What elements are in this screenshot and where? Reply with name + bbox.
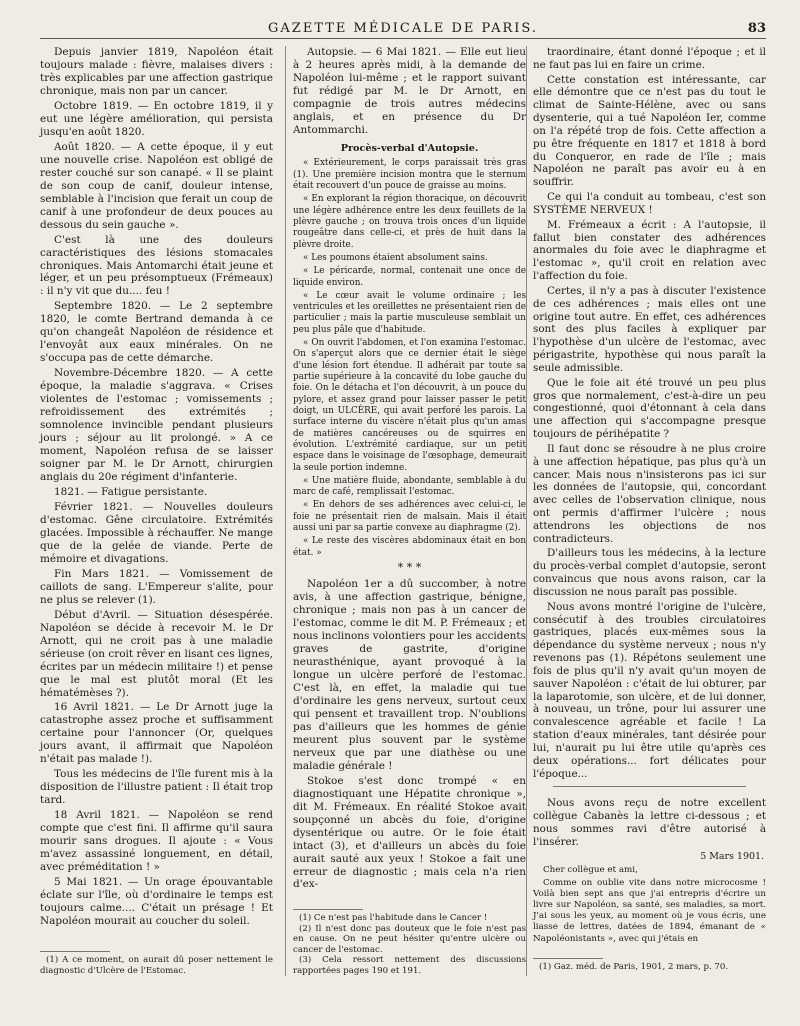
footnote-rule: [293, 909, 363, 910]
footnote: (3) Cela ressort nettement des discussions rapportées pages 190 et 191.: [293, 955, 526, 976]
footnote-rule: [533, 958, 603, 959]
letter-body: Comme on oublie vite dans notre microcosme ! Voilà bien sept ans que j'ai entrepris d'écrire un livre sur Napoléon, sa santé, ses maladies, sa mort. J'ai sous les yeux, au moment où je vous écris, une liasse de lettres, datées de 1894, émanant de « Napoléonistants », avec qui j'étais en: [533, 877, 766, 944]
report-paragraph: « Le cœur avait le volume ordinaire ; les ventricules et les oreillettes ne présentaient rien de particulier ; mais la partie musculeuse semblait un peu plus pâle que d'habitude.: [293, 290, 526, 335]
paragraph: Cette constation est intéressante, car elle démontre que ce n'est pas du tout le climat de Sainte-Hélène, avec ou sans dysenterie, qui a tué Napoléon Ier, comme on l'a répété trop de fois. Cette affection a pu être fréquente en 1817 et 1818 à bord du Conqueror, en rade de l'île ; mais Napoléon ne paraît pas avoir eu à en souffrir.: [533, 73, 766, 189]
letter-date: 5 Mars 1901.: [700, 850, 764, 862]
paragraph: Depuis janvier 1819, Napoléon était toujours malade : fièvre, malaises divers : très explicables par une affection gastrique chronique, mais non par un cancer.: [40, 46, 273, 97]
page-header: [40, 22, 766, 39]
paragraph: Ce qui l'a conduit au tombeau, c'est son SYSTÈME NERVEUX !: [533, 191, 766, 216]
footnote: (1) Ce n'est pas l'habitude dans le Cancer !: [299, 913, 488, 923]
paragraph: Il faut donc se résoudre à ne plus croire à une affection hépatique, pas plus qu'à un cancer. Mais nous n'insisterons pas ici sur les données de l'autopsie, qui, concordant avec celles de l'observation clinique, nous ont permis d'affirmer l'ulcère ; nous attendrons les objections de nos contradicteurs.: [533, 442, 766, 545]
footnotes-right: [533, 952, 766, 973]
report-paragraph: « Une matière fluide, abondante, semblable à du marc de café, remplissait l'estomac.: [293, 475, 526, 498]
report-paragraph: « En explorant la région thoracique, on découvrit une légère adhérence entre les deux feuillets de la plèvre gauche ; on trouva trois onces d'un liquide rougeâtre dans celle-ci, et près de huit dans la plèvre droite.: [293, 194, 526, 250]
paragraph: Stokoe s'est donc trompé « en diagnostiquant une Hépatite chronique », dit M. Frémeaux. En réalité Stokoe avait soupçonné un abcès du foie, d'origine dysentérique ou autre. Or le foie était intact (3), et d'ailleurs un abcès du foie aurait sauté aux yeux ! Stokoe a fait une erreur de diagnostic ; mais cela n'a rien d'ex-: [293, 774, 526, 891]
footnotes-middle: [293, 903, 526, 976]
column-right: [533, 46, 766, 972]
paragraph: Août 1820. — A cette époque, il y eut une nouvelle crise. Napoléon est obligé de rester couché sur son canapé. « Il se plaint de son coup de canif, douleur intense, semblable à l'incision que ferait un coup de canif à une profondeur de deux pouces au dessous du sein gauche ».: [40, 140, 273, 231]
paragraph: Certes, il n'y a pas à discuter l'existence de ces adhérences ; mais elles ont une origine tout autre. En effet, ces adhérences sont des plus faciles à expliquer par l'hypothèse d'un ulcère de l'estomac, avec périgastrite, hypothèse qui nous paraît la seule admissible.: [533, 284, 766, 374]
section-separator: * * *: [397, 561, 422, 574]
column-left: [40, 46, 273, 976]
paragraph: traordinaire, étant donné l'époque ; et il ne faut pas lui en faire un crime.: [533, 46, 766, 71]
paragraph: Que le foie ait été trouvé un peu plus gros que normalement, c'est-à-dire un peu congestionné, quoi d'étonnant à cela dans une affection qui s'accompagne presque toujours de périhépatite ?: [533, 376, 766, 441]
paragraph: C'est là une des douleurs caractéristiques des lésions stomacales chroniques. Mais Antomarchi était jeune et léger, et un peu présomptueux (Frémeaux) : il n'y vit que du.... feu !: [40, 233, 273, 298]
report-paragraph: « Extérieurement, le corps paraissait très gras (1). Une première incision montra que le sternum était recouvert d'un pouce de graisse au moins.: [293, 158, 526, 191]
paragraph: Nous avons montré l'origine de l'ulcère, consécutif à des troubles circulatoires gastriques, placés eux-mêmes sous la dépendance du système nerveux ; nous n'y revenons pas (1). Répétons seulement une fois de plus qu'il n'y avait qu'un moyen de sauver Napoléon : c'était de lui obturer, par la laparotomie, son ulcère, et de lui donner, à nouveau, un trône, pour lui assurer une convalescence agréable et facile ! La station d'eaux minérales, tant désirée pour lui, n'aurait pu lui être utile qu'après ces deux opérations... fort délicates pour l'époque...: [533, 600, 766, 780]
paragraph: Février 1821. — Nouvelles douleurs d'estomac. Gêne circulatoire. Extrémités glacées. Impossible à réchauffer. Ne mange que de la gelée de viande. Perte de mémoire et divagations.: [40, 500, 273, 565]
footnote: (1) A ce moment, on aurait dû poser nettement le diagnostic d'Ulcère de l'Estomac.: [40, 955, 273, 976]
paragraph: 1821. — Fatigue persistante.: [54, 485, 208, 498]
letter-salutation: Cher collègue et ami,: [543, 864, 638, 875]
section-rule: [553, 786, 746, 787]
paragraph: D'ailleurs tous les médecins, à la lecture du procès-verbal complet d'autopsie, seront convaincus que nous avons raison, car la discussion ne nous paraît pas possible.: [533, 547, 766, 598]
paragraph: Octobre 1819. — En octobre 1819, il y eut une légère amélioration, qui persista jusqu'en août 1820.: [40, 99, 273, 138]
page-number: 83: [747, 21, 766, 36]
paragraph: Début d'Avril. — Situation désespérée. Napoléon se décide à recevoir M. le Dr Arnott, qui ne croit pas à une maladie sérieuse (on croit rêver en lisant ces lignes, écrites par un médecin militaire !) et pense que le mal est plutôt moral (Et les hématémèses ?).: [40, 608, 273, 699]
paragraph: 18 Avril 1821. — Napoléon se rend compte que c'est fini. Il affirme qu'il saura mourir sans drogues. Il ajoute : « Vous m'avez assassiné longuement, en détail, avec préméditation ! »: [40, 809, 273, 874]
column-divider: [285, 46, 286, 976]
report-paragraph: « Les poumons étaient absolument sains.: [303, 252, 488, 263]
column-divider: [526, 46, 527, 976]
autopsy-intro: Autopsie. — 6 Mai 1821. — Elle eut lieu à 2 heures après midi, à la demande de Napoléon lui-même ; et le rapport suivant fut rédigé par M. le Dr Arnott, en compagnie de trois autres médecins anglais, et en présence du Dr Antommarchi.: [293, 46, 526, 136]
footnote: (2) Il n'est donc pas douteux que le foie n'est pas en cause. On ne peut hésiter qu'entre ulcère ou cancer de l'estomac.: [293, 923, 526, 955]
footnote: (1) Gaz. méd. de Paris, 1901, 2 mars, p. 70.: [539, 961, 729, 972]
running-title: GAZETTE MÉDICALE DE PARIS.: [268, 21, 538, 36]
paragraph: Tous les médecins de l'île furent mis à la disposition de l'illustre patient : Il était trop tard.: [40, 768, 273, 807]
footnote-rule: [40, 951, 110, 952]
report-paragraph: « Le péricarde, normal, contenait une once de liquide environ.: [293, 266, 526, 288]
paragraph: Novembre-Décembre 1820. — A cette époque, la maladie s'aggrava. « Crises violentes de l'estomac ; vomissements ; refroidissement des extrémités ; somnolence invincible pendant plusieurs jours ; séjour au lit prolongé. » A ce moment, Napoléon refusa de se laisser soigner par M. le Dr Arnott, chirurgien anglais du 20e régiment d'infanterie.: [40, 367, 273, 483]
paragraph: Napoléon 1er a dû succomber, à notre avis, à une affection gastrique, bénigne, chronique ; mais non pas à un cancer de l'estomac, comme le dit M. P. Frémeaux ; et nous inclinons volontiers pour les accidents graves de gastrite, d'origine neurasthénique, ayant provoqué à la longue un ulcère perforé de l'estomac. C'est là, en effet, la maladie qui tue d'ordinaire les gens nerveux, surtout ceux qui pensent et travaillent trop. N'oublions pas d'ailleurs que les hommes de génie meurent plus souvent par le système nerveux que par une diathèse ou une maladie générale !: [293, 578, 526, 772]
letter-intro: Nous avons reçu de notre excellent collègue Cabanès la lettre ci-dessous ; et nous sommes ravi d'être autorisé à l'insérer.: [533, 797, 766, 848]
report-paragraph: « En dehors de ses adhérences avec celui-ci, le foie ne présentait rien de malsain. Mais il était aussi uni par sa partie convexe au diaphragme (2).: [293, 500, 526, 534]
column-middle: [293, 46, 526, 976]
paragraph: Fin Mars 1821. — Vomissement de caillots de sang. L'Empereur s'alite, pour ne plus se relever (1).: [40, 567, 273, 606]
paragraph: Septembre 1820. — Le 2 septembre 1820, le comte Bertrand demanda à ce qu'on changeât Napoléon de résidence et l'envoyât aux eaux minérales. On ne s'occupa pas de cette démarche.: [40, 300, 273, 365]
paragraph: 16 Avril 1821. — Le Dr Arnott juge la catastrophe assez proche et suffisamment certaine pour l'annoncer (Or, quelques jours avant, il affirmait que Napoléon n'était pas malade !).: [40, 701, 273, 766]
paragraph: M. Frémeaux a écrit : A l'autopsie, il fallut bien constater des adhérences anormales du foie avec le diaphragme et l'estomac », qu'il croit en relation avec l'affection du foie.: [533, 218, 766, 283]
section-heading: Procès-verbal d'Autopsie.: [340, 142, 479, 154]
footnotes-left: [40, 945, 273, 976]
paragraph: 5 Mai 1821. — Un orage épouvantable éclate sur l'île, où d'ordinaire le temps est toujours calme.... C'était un présage ! Et Napoléon mourait au coucher du soleil.: [40, 876, 273, 927]
report-paragraph: « On ouvrit l'abdomen, et l'on examina l'estomac. On s'aperçut alors que ce dernier était le siège d'une lésion fort étendue. Il adhérait par toute sa partie supérieure à la concavité du lobe gauche du foie. On le détacha et l'on découvrit, à un pouce du pylore, et assez grand pour laisser passer le petit doigt, un ULCÈRE, qui avait perforé les parois. La surface interne du viscère n'était plus qu'un amas de matières cancéreuses ou de squirres en évolution. L'extrémité cardiaque, sur un petit espace dans le voisinage de l'œsophage, demeurait la seule portion indemne.: [293, 338, 526, 473]
report-paragraph: « Le reste des viscères abdominaux était en bon état. »: [293, 536, 526, 558]
